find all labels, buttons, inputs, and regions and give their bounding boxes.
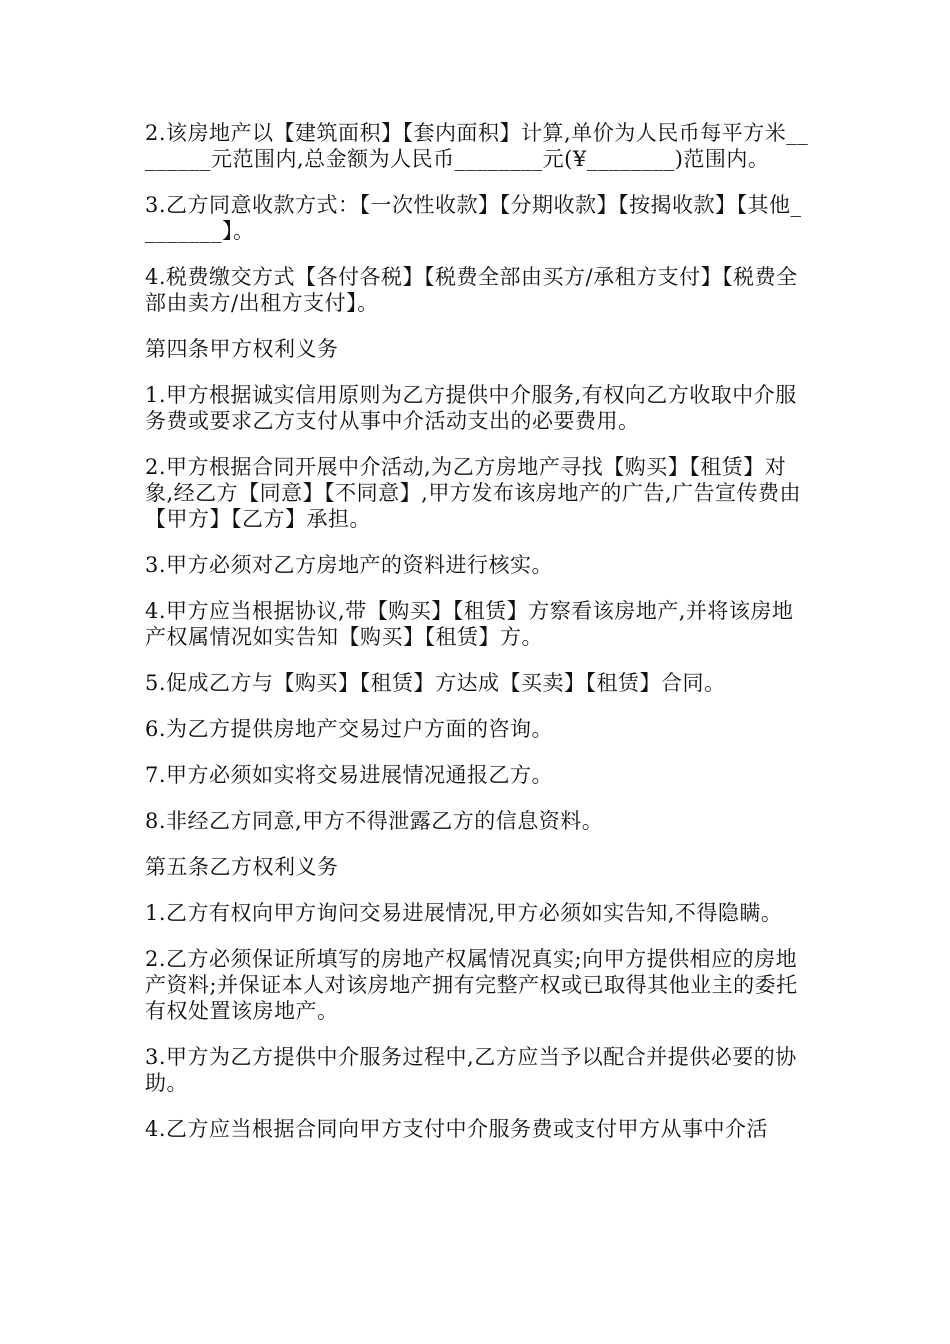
clause-4-1: 1.甲方根据诚实信用原则为乙方提供中介服务,有权向乙方收取中介服务费或要求乙方支付从事中介活动支出的必要费用。: [145, 383, 797, 433]
clause-4-3: 3.甲方必须对乙方房地产的资料进行核实。: [145, 553, 554, 577]
clause-5-1: 1.乙方有权向甲方询问交易进展情况,甲方必须如实告知,不得隐瞒。: [145, 901, 783, 925]
clause-3-3-payment-method: 3.乙方同意收款方式：【一次性收款】【分期收款】【按揭收款】【其他________】。: [145, 193, 802, 243]
clause-3-2-price: 2.该房地产以【建筑面积】【套内面积】计算,单价为人民币每平方米________元范围内,总金额为人民币________元(¥________)范围内。: [145, 121, 809, 171]
clause-4-5: 5.促成乙方与【购买】【租赁】方达成【买卖】【租赁】合同。: [145, 671, 726, 695]
clause-4-7: 7.甲方必须如实将交易进展情况通报乙方。: [145, 763, 554, 787]
clause-5-4: 4.乙方应当根据合同向甲方支付中介服务费或支付甲方从事中介活: [145, 1117, 769, 1141]
clause-4-8: 8.非经乙方同意,甲方不得泄露乙方的信息资料。: [145, 809, 604, 833]
article-4-heading: 第四条甲方权利义务: [145, 337, 339, 361]
clause-3-4-tax-payment: 4.税费缴交方式【各付各税】【税费全部由买方/承租方支付】【税费全部由卖方/出租方支付】。: [145, 265, 798, 315]
clause-5-3: 3.甲方为乙方提供中介服务过程中,乙方应当予以配合并提供必要的协助。: [145, 1045, 797, 1095]
clause-4-4: 4.甲方应当根据协议,带【购买】【租赁】方察看该房地产,并将该房地产权属情况如实告知【购买】【租赁】方。: [145, 599, 794, 649]
article-5-heading: 第五条乙方权利义务: [145, 855, 339, 879]
clause-4-6: 6.为乙方提供房地产交易过户方面的咨询。: [145, 717, 554, 741]
clause-5-2: 2.乙方必须保证所填写的房地产权属情况真实;向甲方提供相应的房地产资料;并保证本人对该房地产拥有完整产权或已取得其他业主的委托有权处置该房地产。: [145, 947, 798, 1023]
clause-4-2: 2.甲方根据合同开展中介活动,为乙方房地产寻找【购买】【租赁】对象,经乙方【同意】【不同意】,甲方发布该房地产的广告,广告宣传费由【甲方】【乙方】承担。: [145, 455, 802, 531]
document-body: [145, 120, 810, 1162]
